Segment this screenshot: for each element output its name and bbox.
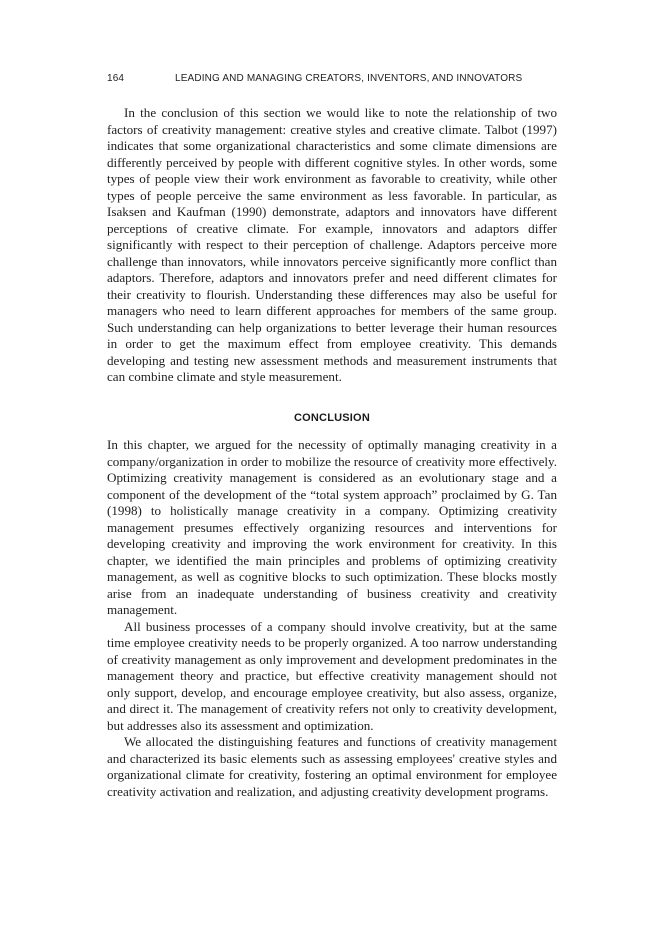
running-title: LEADING AND MANAGING CREATORS, INVENTORS, AND INNOVATORS (175, 73, 523, 84)
body-paragraph: We allocated the distinguishing features and functions of creativity management and characterized its basic elements such as assessing employees' creative styles and organizational climate for creativity, fostering an optimal environment for employee creativity activation and realization, and adjusting creativity development programs. (107, 734, 557, 799)
body-paragraph: All business processes of a company should involve creativity, but at the same time employee creativity needs to be properly organized. A too narrow understanding of creativity management as only improvement and development predominates in the management theory and practice, but effective creativity management should not only support, develop, and encourage employee creativity, but also assess, organize, and direct it. The management of creativity refers not only to creativity development, but addresses also its assessment and optimization. (107, 618, 557, 733)
intro-section (107, 105, 557, 386)
body-paragraph: In this chapter, we argued for the necessity of optimally managing creativity in a company/organization in order to mobilize the resource of creativity more effectively. Optimizing creativity management is considered as an evolutionary stage and a component of the development of the “total system approach” proclaimed by G. Tan (1998) to holistically manage creativity in a company. Optimizing creativity management presumes effectively organizing resources and interventions for developing creativity and improving the work environment for creativity. In this chapter, we identified the main principles and problems of optimizing creativity management, as well as cognitive blocks to such optimization. These blocks mostly arise from an inadequate understanding of business creativity and creativity management. (107, 437, 557, 617)
body-paragraph: In the conclusion of this section we would like to note the relationship of two factors of creativity management: creative styles and creative climate. Talbot (1997) indicates that some organizational characteristics and some climate dimensions are differently perceived by people with different cognitive styles. In other words, some types of people view their work environment as favorable to creativity, while other types of people perceive the same environment as less favorable. In particular, as Isaksen and Kaufman (1990) demonstrate, adaptors and innovators have different perceptions of creative climate. For example, innovators and adaptors differ significantly with respect to their perception of challenge. Adaptors perceive more challenge than innovators, while innovators perceive significantly more conflict than adaptors. Therefore, adaptors and innovators prefer and need different climates for their creativity to flourish. Understanding these differences may also be useful for managers who need to learn different approaches for members of the same group. Such understanding can help organizations to better leverage their human resources in order to get the maximum effect from employee creativity. This demands developing and testing new assessment methods and measurement instruments that can combine climate and style measurement. (107, 105, 557, 384)
conclusion-section (107, 437, 557, 800)
section-heading-conclusion: CONCLUSION (294, 412, 370, 424)
running-header (107, 73, 559, 89)
page-number: 164 (107, 73, 125, 84)
